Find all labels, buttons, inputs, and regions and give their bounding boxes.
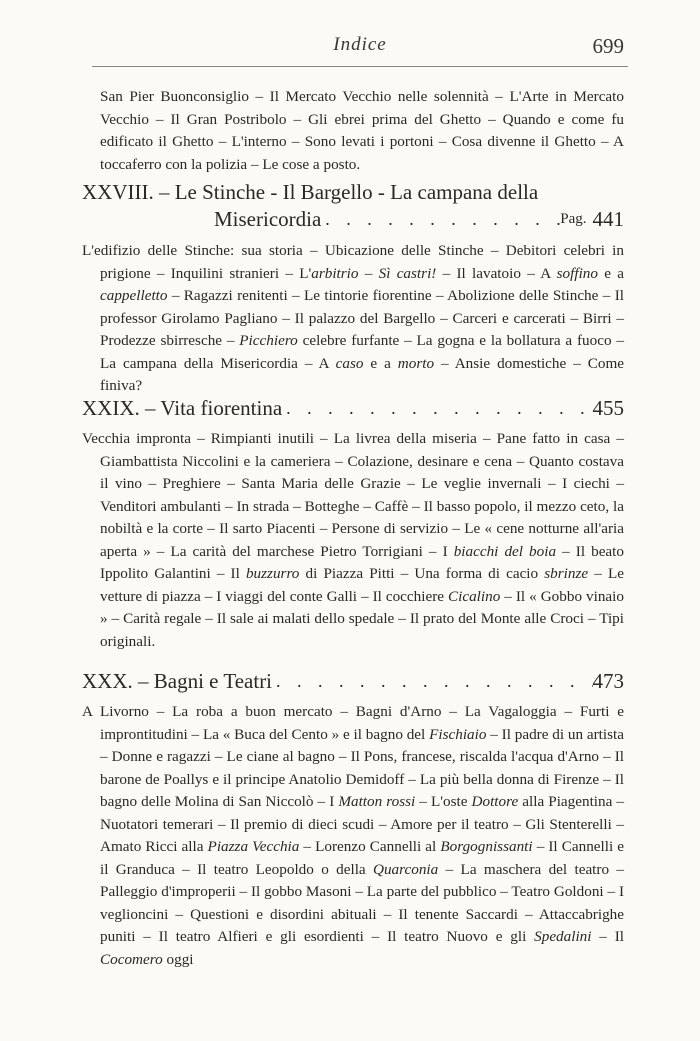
chapter-heading-xxix: [82, 395, 624, 422]
chapter-summary-xxviii: [82, 240, 624, 398]
summary-text: – Il lavatoio – A: [436, 264, 557, 282]
chapter-heading-xxx: [82, 668, 624, 695]
summary-italic: Dottore: [471, 793, 519, 810]
summary-text: di Piazza Pitti – Una forma di cacio: [299, 565, 545, 582]
summary-text: – La maschera del teatro – Palleggio d'improperii – Il gobbo Masoni – La parte del pubblico – Teatro Goldoni – I veglioncini – Questioni e disordini abituali – Il tenente Saccardi – Attaccabrighe puniti – Il teatro Alfieri e gli esordienti – Il teatro Nuovo e gli: [100, 860, 624, 945]
dot-leaders: [272, 668, 592, 695]
chapter-title-line: [82, 395, 624, 422]
summary-text: alla Piagentina – Nuotatori temerari – Il premio di dieci scudi – Amore per il teatro – Gli Stenterelli – Amato Ricci alla: [100, 793, 625, 855]
summary-italic: morto: [397, 354, 435, 372]
intro-paragraph: San Pier Buonconsiglio – Il Mercato Vecchio nelle solennità – L'Arte in Mercato Vecchio – Il Gran Postribolo – Gli ebrei prima del Ghetto – Quando e come fu edificato il Ghetto – L'interno – Sono levati i portoni – Cosa divenne il Ghetto – A toccaferro con la polizia – Le cose a posto.: [100, 88, 624, 173]
summary-italic: Borgognissanti: [440, 838, 533, 855]
chapter-title: XXVIII. – Le Stinche - Il Bargello - La campana della: [82, 180, 539, 204]
summary-italic: caso: [335, 354, 364, 372]
summary-italic: soffino: [556, 264, 598, 282]
summary-text: – Lorenzo Cannelli al: [299, 838, 441, 855]
header-rule: [92, 66, 628, 67]
summary-italic: Quarconia: [373, 860, 439, 878]
summary-italic: biacchi del boia: [453, 542, 557, 560]
summary-italic: Cocomero: [100, 950, 163, 968]
summary-italic: Cicalino: [448, 587, 501, 605]
page-header: [96, 34, 624, 64]
summary-italic: Matton rossi: [338, 793, 416, 810]
chapter-page-number: 441: [592, 207, 624, 231]
summary-italic: Piazza Vecchia: [207, 838, 300, 855]
summary-text: – Ansie domestiche – Come finiva?: [100, 354, 625, 394]
summary-italic: cappelletto: [100, 287, 168, 304]
summary-italic: Fischiaio: [429, 725, 487, 743]
page-prefix: Pag.: [560, 211, 587, 227]
summary-text: – Il: [591, 928, 624, 945]
summary-text: – Il Cannelli e il Granduca – Il teatro Leopoldo o della: [100, 838, 624, 878]
summary-text: e a: [597, 264, 624, 282]
chapter-heading-xxviii: [82, 179, 624, 233]
page-number: 699: [592, 34, 624, 58]
summary-text: L'edifizio delle Stinche: sua storia – Ubicazione delle Stinche – Debitori celebri in prigione – Inquilini stranieri – L': [82, 242, 624, 282]
summary-text: –: [358, 264, 379, 282]
chapter-title: XXIX. – Vita fiorentina: [82, 396, 283, 420]
summary-text: – L'oste: [415, 793, 472, 810]
summary-text: Vecchia impronta – Rimpianti inutili – La livrea della miseria – Pane fatto in casa – Giambattista Niccolini e la cameriera – Colazione, desinare e cena – Quanto costava il vino – Preghiere – Santa Maria delle Grazie – Le veglie invernali – I ciechi – Venditori ambulanti – In strada – Botteghe – Caffè – Il basso popolo, il mezzo ceto, la nobiltà e la corte – Il sarto Piacenti – Persone di servizio – Le « cene notturne all'aria aperta » – La carità del marchese Pietro Torrigiani – I: [82, 430, 624, 560]
chapter-title-line: [82, 179, 624, 206]
summary-text: – Ragazzi renitenti – Le tintorie fiorentine – Abolizione delle Stinche – Il professor Girolamo Pagliano – Il palazzo del Bargello – Carceri e carcerati – Birri – Prodezze sbirresche –: [100, 287, 624, 349]
chapter-title: XXX. – Bagni e Teatri: [82, 669, 273, 693]
chapter-title-line: [82, 668, 624, 695]
chapter-page-number: 455: [592, 396, 624, 420]
chapter-summary-xxix: [82, 428, 624, 653]
chapter-title-continued: Misericordia: [214, 207, 322, 231]
chapter-summary-xxx: [82, 701, 624, 971]
chapter-page-number: 473: [592, 669, 624, 693]
summary-italic: sbrinze: [544, 565, 589, 582]
dot-leaders: [282, 395, 592, 422]
summary-italic: Spedalini: [534, 928, 592, 945]
summary-text: A Livorno – La roba a buon mercato – Bagni d'Arno – La Vagaloggia – Furti e improntitudini – La « Buca del Cento » e il bagno del: [82, 703, 624, 743]
summary-italic: Picchiero: [239, 332, 298, 349]
running-title: Indice: [333, 34, 387, 55]
summary-text: – Il padre di un artista – Donne e ragazzi – Le ciane al bagno – Il Pons, francese, riscalda l'acqua d'Arno – Il barone de Poallys e il principe Anatolio Demidoff – La più bella donna di Firenze – Il bagno delle Molina di San Niccolò – I: [100, 725, 624, 810]
summary-text: – Il « Gobbo vinaio » – Carità regale – Il sale ai malati dello spedale – Il prato del Monte alle Croci – Tipi originali.: [100, 587, 624, 650]
summary-italic: arbitrio: [311, 264, 359, 282]
summary-text: celebre furfante – La gogna e la bollatura a fuoco – La campana della Misericordia – A: [100, 332, 624, 372]
dot-leaders: [321, 206, 560, 233]
summary-text: – Il beato Ippolito Galantini – Il: [100, 542, 624, 582]
summary-italic: buzzurro: [245, 565, 300, 582]
summary-italic: Sì castri!: [378, 264, 437, 282]
summary-text: e a: [363, 354, 398, 372]
chapter-title-line: [82, 206, 624, 233]
summary-text: – Le vetture di piazza – I viaggi del conte Galli – Il cocchiere: [100, 565, 624, 605]
summary-text: oggi: [162, 950, 194, 968]
